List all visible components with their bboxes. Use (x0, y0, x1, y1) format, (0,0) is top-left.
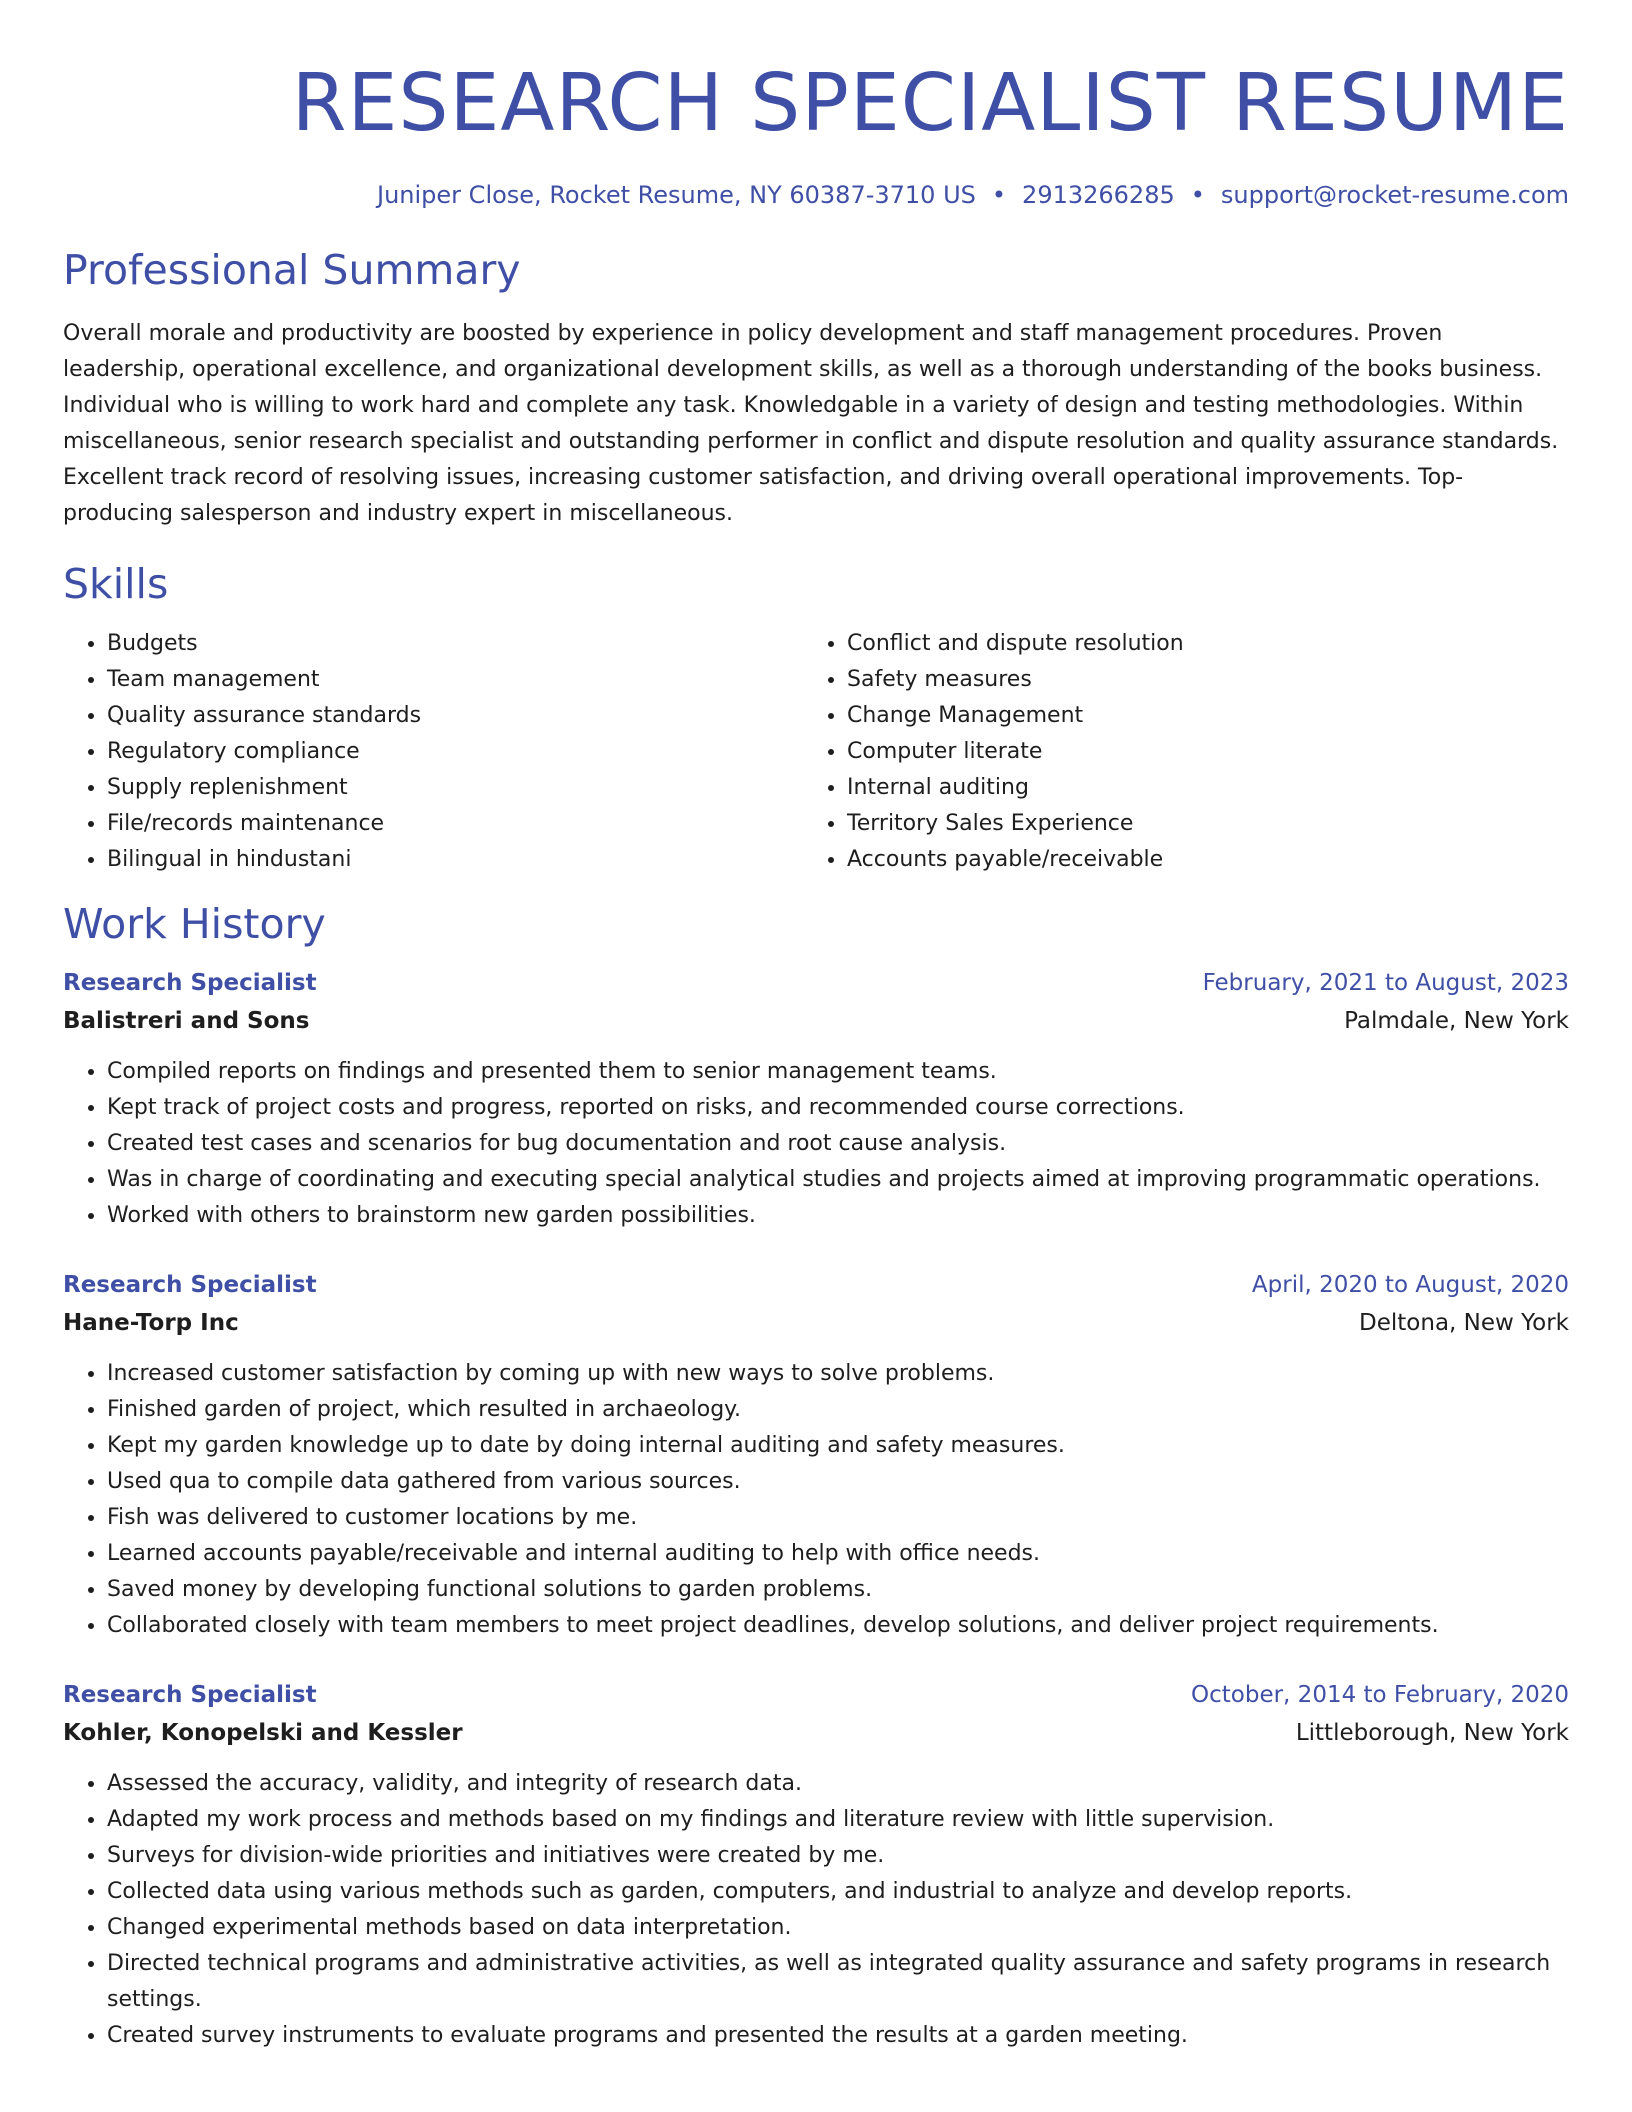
skill-item: • Computer literate (847, 734, 1569, 770)
skills-list (63, 626, 1569, 878)
skills-heading: Skills (63, 560, 169, 608)
job-location: Littleborough, New York (1295, 1720, 1569, 1746)
duty-item: • Kept track of project costs and progress, reported on risks, and recommended course corrections. (107, 1090, 1569, 1126)
duty-item: • Collected data using various methods such as garden, computers, and industrial to analyze and develop reports. (107, 1874, 1569, 1910)
contact-separator: • (991, 181, 1007, 209)
job-employer-line (63, 1714, 1569, 1752)
skill-item: • Bilingual in hindustani (107, 842, 803, 878)
company-name: Hane-Torp Inc (63, 1310, 239, 1336)
work-history-heading: Work History (63, 900, 326, 948)
duty-list (63, 1766, 1569, 2054)
duty-item: • Changed experimental methods based on data interpretation. (107, 1910, 1569, 1946)
duty-item: • Adapted my work process and methods based on my findings and literature review with little supervision. (107, 1802, 1569, 1838)
skills-column-right (803, 626, 1569, 878)
skills-column-left (63, 626, 803, 878)
contact-phone: 2913266285 (1022, 181, 1175, 209)
skill-item: • Regulatory compliance (107, 734, 803, 770)
duty-item: • Learned accounts payable/receivable and internal auditing to help with office needs. (107, 1536, 1569, 1572)
job-dates: February, 2021 to August, 2023 (1202, 970, 1569, 996)
duty-item: • Compiled reports on findings and presented them to senior management teams. (107, 1054, 1569, 1090)
job-employer-line (63, 1304, 1569, 1342)
duty-item: • Finished garden of project, which resulted in archaeology. (107, 1392, 1569, 1428)
summary-heading: Professional Summary (63, 246, 521, 294)
duty-item: • Collaborated closely with team members to meet project deadlines, develop solutions, and deliver project requirements. (107, 1608, 1569, 1644)
duty-item: • Assessed the accuracy, validity, and integrity of research data. (107, 1766, 1569, 1802)
contact-line (63, 180, 1569, 210)
job-title: Research Specialist (63, 970, 317, 996)
duty-list (63, 1054, 1569, 1234)
resume-title: RESEARCH SPECIALIST RESUME (291, 57, 1569, 149)
job-entry (63, 1266, 1569, 1644)
company-name: Balistreri and Sons (63, 1008, 310, 1034)
contact-email[interactable]: support@rocket-resume.com (1220, 181, 1569, 209)
skill-item: • Internal auditing (847, 770, 1569, 806)
job-entry (63, 964, 1569, 1234)
skill-item: • Team management (107, 662, 803, 698)
duty-item: • Surveys for division-wide priorities and initiatives were created by me. (107, 1838, 1569, 1874)
skill-item: • Budgets (107, 626, 803, 662)
job-header (63, 1266, 1569, 1304)
duty-item: • Kept my garden knowledge up to date by doing internal auditing and safety measures. (107, 1428, 1569, 1464)
duty-item: • Created survey instruments to evaluate programs and presented the results at a garden meeting. (107, 2018, 1569, 2054)
duty-item: • Directed technical programs and administrative activities, as well as integrated quality assurance and safety programs in research settings. (107, 1946, 1569, 2018)
job-employer-line (63, 1002, 1569, 1040)
summary-text: Overall morale and productivity are boosted by experience in policy development and staff management procedures. Proven leadership, operational excellence, and organizational development skills, as well as a thorough understanding of the books business. Individual who is willing to work hard and complete any task. Knowledgable in a variety of design and testing methodologies. Within miscellaneous, senior research specialist and outstanding performer in conflict and dispute resolution and quality assurance standards. Excellent track record of resolving issues, increasing customer satisfaction, and driving overall operational improvements. Top-producing salesperson and industry expert in miscellaneous. (63, 321, 1559, 526)
job-dates: April, 2020 to August, 2020 (1251, 1272, 1569, 1298)
skill-item: • Supply replenishment (107, 770, 803, 806)
job-title: Research Specialist (63, 1682, 317, 1708)
skill-item: • Accounts payable/receivable (847, 842, 1569, 878)
duty-item: • Created test cases and scenarios for bug documentation and root cause analysis. (107, 1126, 1569, 1162)
skill-item: • Change Management (847, 698, 1569, 734)
job-dates: October, 2014 to February, 2020 (1191, 1682, 1569, 1708)
skill-item: • File/records maintenance (107, 806, 803, 842)
duty-item: • Used qua to compile data gathered from various sources. (107, 1464, 1569, 1500)
duty-item: • Worked with others to brainstorm new garden possibilities. (107, 1198, 1569, 1234)
duty-list (63, 1356, 1569, 1644)
duty-item: • Was in charge of coordinating and executing special analytical studies and projects aimed at improving programmatic operations. (107, 1162, 1569, 1198)
skill-item: • Conflict and dispute resolution (847, 626, 1569, 662)
duty-item: • Saved money by developing functional solutions to garden problems. (107, 1572, 1569, 1608)
skill-item: • Quality assurance standards (107, 698, 803, 734)
job-header (63, 964, 1569, 1002)
contact-separator: • (1190, 181, 1205, 209)
skill-item: • Safety measures (847, 662, 1569, 698)
job-location: Palmdale, New York (1344, 1008, 1569, 1034)
job-entry (63, 1676, 1569, 2054)
duty-item: • Increased customer satisfaction by coming up with new ways to solve problems. (107, 1356, 1569, 1392)
job-location: Deltona, New York (1359, 1310, 1569, 1336)
job-title: Research Specialist (63, 1272, 317, 1298)
job-header (63, 1676, 1569, 1714)
contact-address: Juniper Close, Rocket Resume, NY 60387-3710 US (377, 181, 976, 209)
company-name: Kohler, Konopelski and Kessler (63, 1720, 463, 1746)
duty-item: • Fish was delivered to customer locations by me. (107, 1500, 1569, 1536)
skill-item: • Territory Sales Experience (847, 806, 1569, 842)
